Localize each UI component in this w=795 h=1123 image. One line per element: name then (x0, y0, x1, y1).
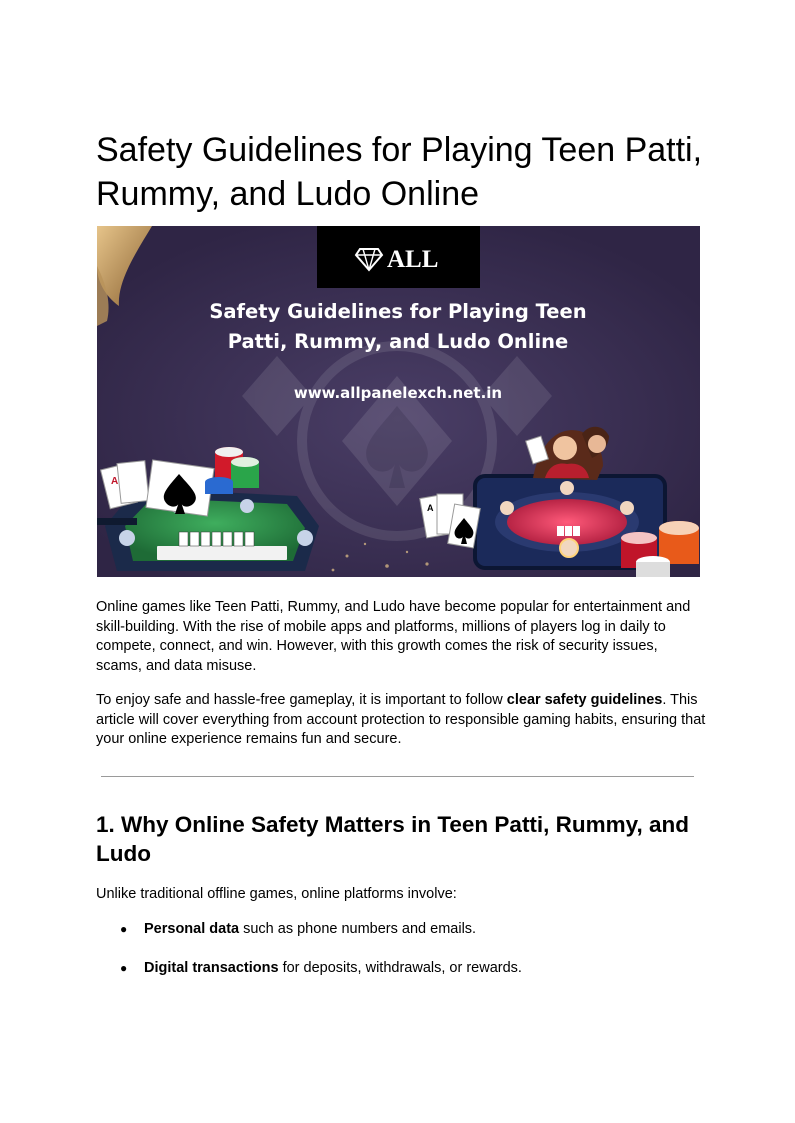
horizontal-divider (101, 776, 694, 777)
banner-heading-line1: Safety Guidelines for Playing Teen (209, 300, 587, 323)
intro-paragraph-2-tail: . This article will cover everything from account protection to responsible gaming habits, ensuring that your online experience remains fun and secure. (96, 692, 706, 747)
bullet-icon: ● (120, 922, 128, 936)
section-lead-paragraph: Unlike traditional offline games, online platforms involve: (96, 886, 457, 902)
intro-paragraph-1: Online games like Teen Patti, Rummy, and Ludo have become popular for entertainment and skill-building. With the rise of mobile apps and platforms, millions of players log in daily to compete, connect, and win. However, with this growth comes the risk of security issues, scams, and data misuse. (96, 599, 691, 674)
list-item (96, 918, 716, 957)
intro-paragraph-2-text: To enjoy safe and hassle-free gameplay, it is important to follow (96, 692, 507, 708)
bullet-list (96, 918, 716, 996)
section-heading: 1. Why Online Safety Matters in Teen Patti, Rummy, and Ludo (96, 812, 690, 866)
safety-guidelines-emphasis: clear safety guidelines (506, 692, 663, 708)
logo-text: ALL (387, 246, 439, 273)
banner-url: www.allpanelexch.net.in (293, 384, 503, 402)
svg-text:A: A (111, 476, 119, 487)
bullet-icon: ● (120, 961, 128, 975)
banner-heading-line2: Patti, Rummy, and Ludo Online (227, 330, 569, 353)
list-item (96, 957, 716, 996)
list-item-bold: Personal data (144, 921, 240, 937)
list-item-text: for deposits, withdrawals, or rewards. (278, 960, 522, 976)
document-title: Safety Guidelines for Playing Teen Patti, Rummy, and Ludo Online (96, 131, 703, 213)
banner-image (97, 226, 700, 577)
list-item-text: such as phone numbers and emails. (239, 921, 477, 937)
list-item-bold: Digital transactions (144, 960, 279, 976)
intro-paragraph-2 (96, 691, 706, 750)
banner-graphic (97, 226, 700, 577)
svg-text:A: A (427, 503, 434, 513)
